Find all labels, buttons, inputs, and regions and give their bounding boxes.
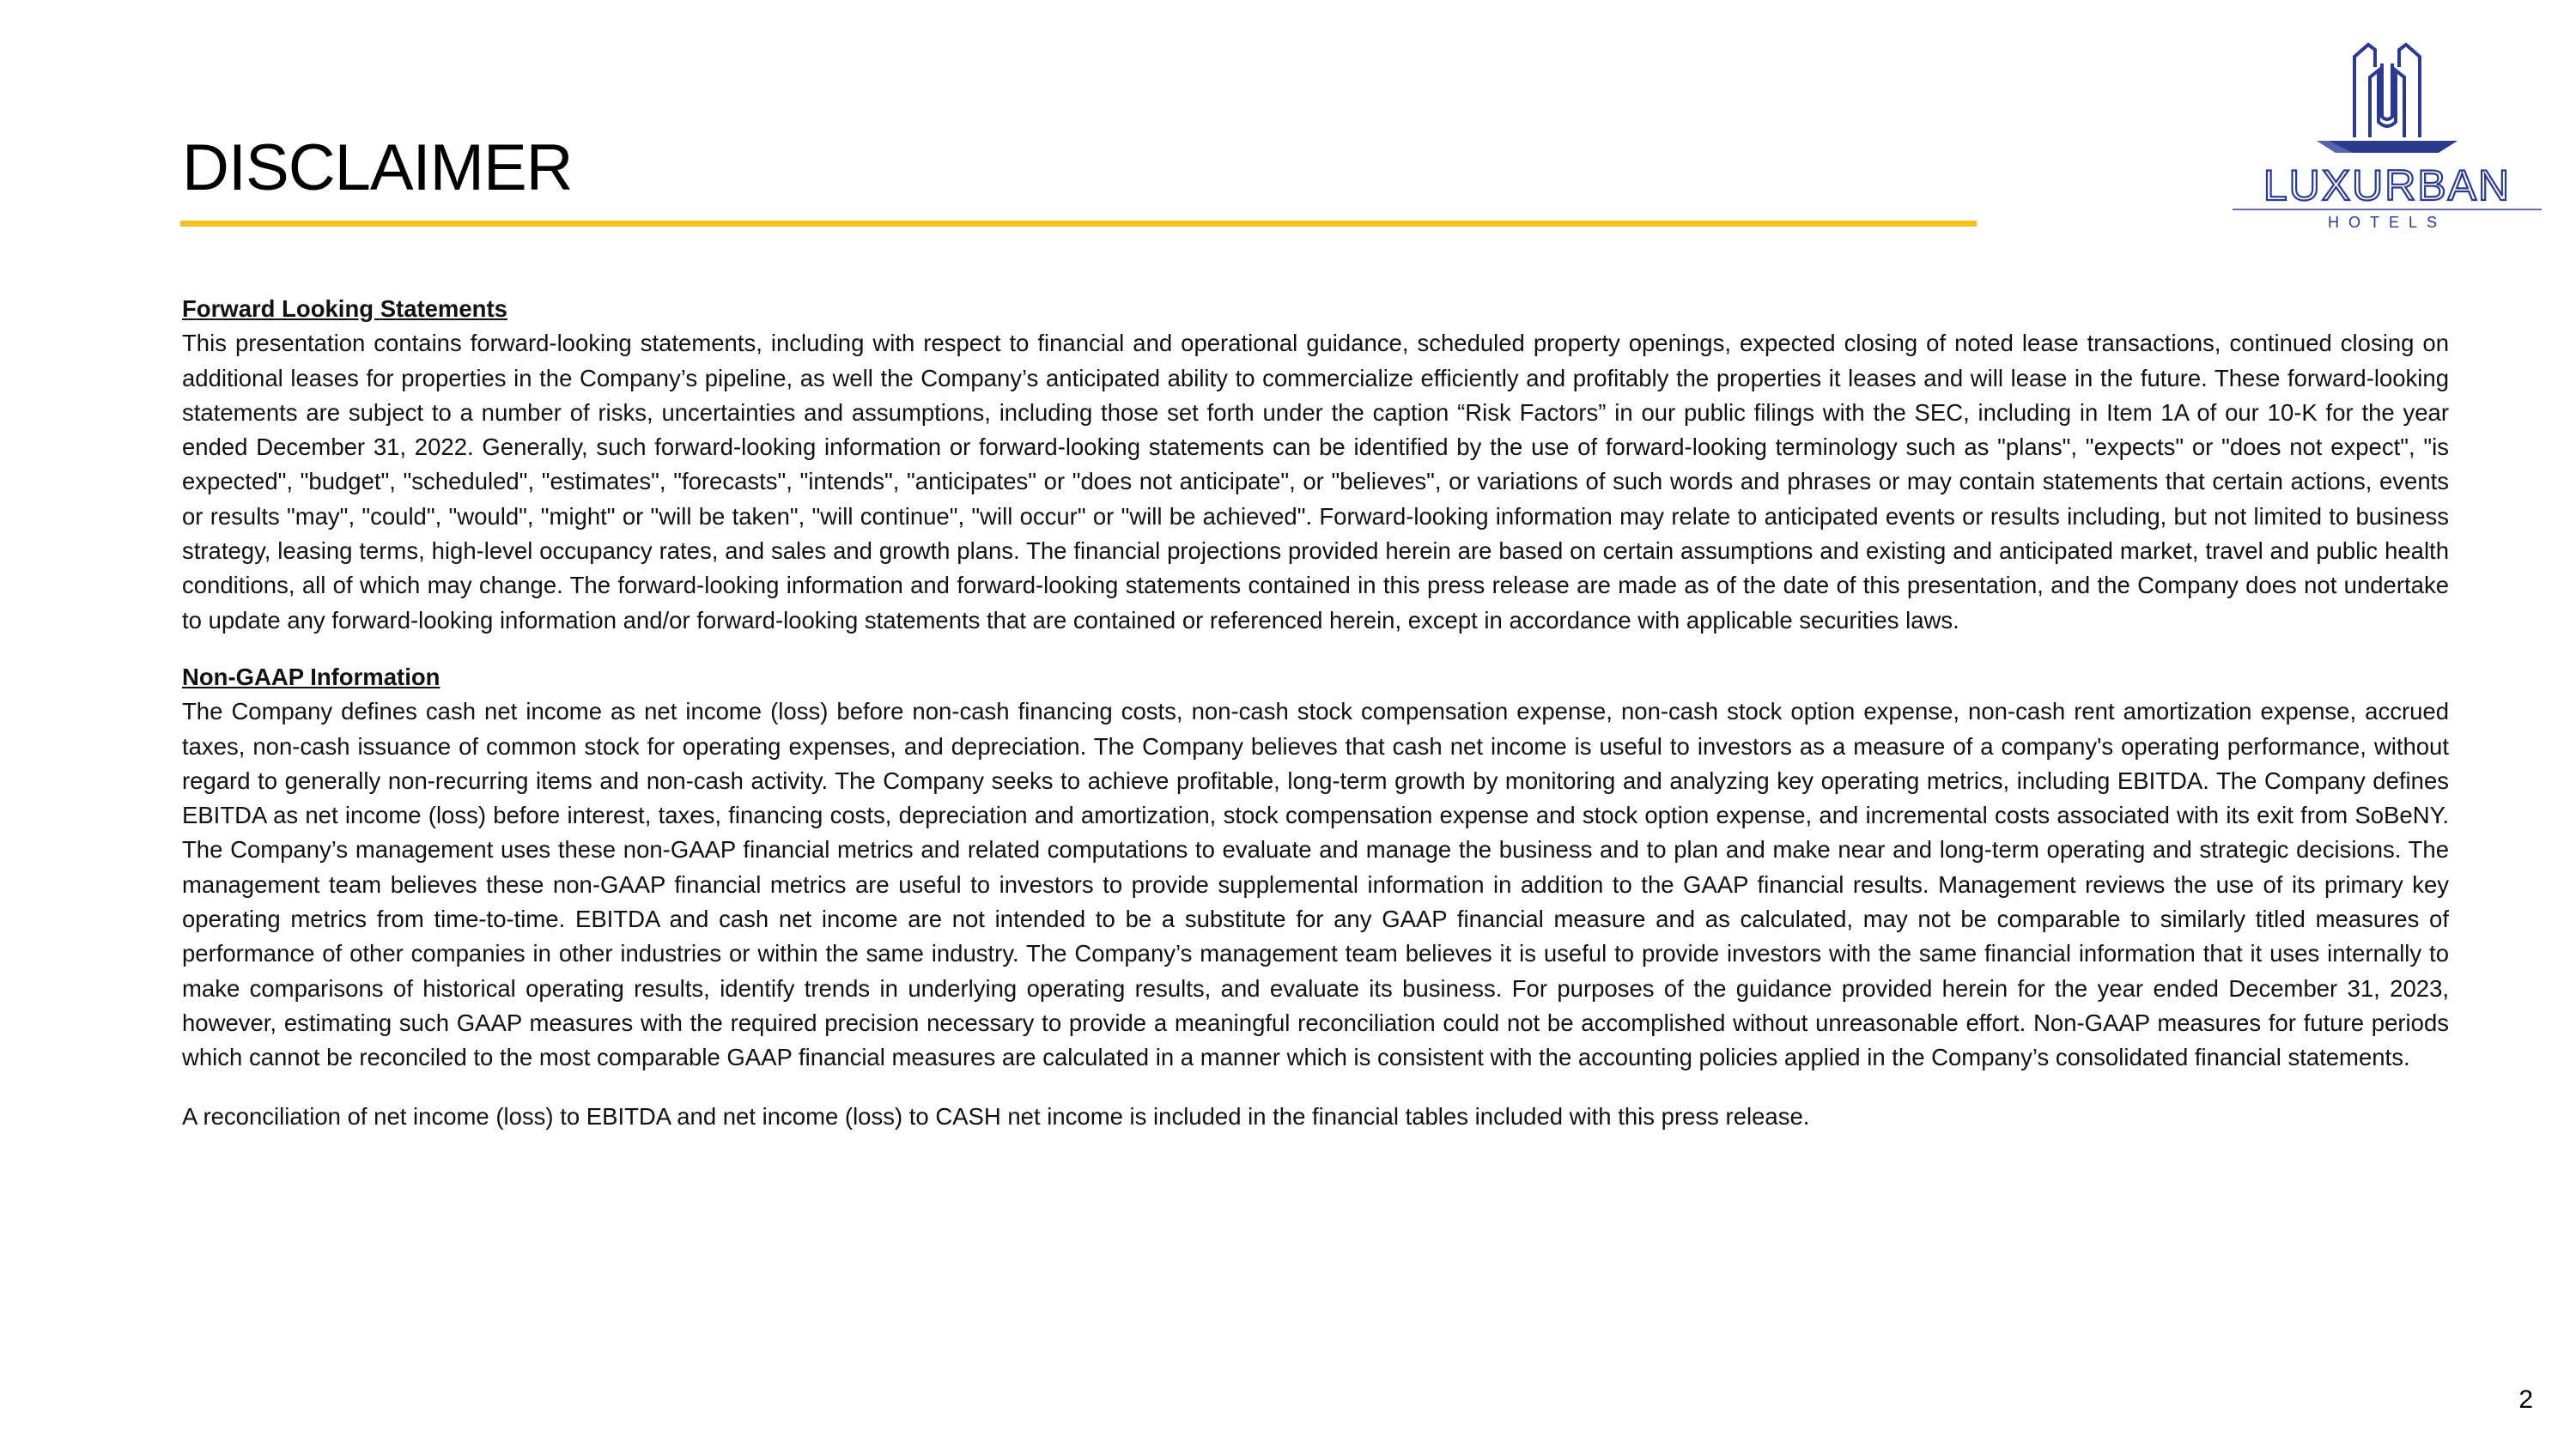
section-body: This presentation contains forward-looking statements, including with respect to financial and operational guidance, scheduled property openings, expected closing of noted lease transactions, continued closing on additional leases for properties in the Company’s pipeline, as well the Company’s anticipated ability to commercialize efficiently and profitably the properties it leases and will lease in the future. These forward-looking statements are subject to a number of risks, uncertainties and assumptions, including those set forth under the caption “Risk Factors” in our public filings with the SEC, including in Item 1A of our 10-K for the year ended December 31, 2022. Generally, such forward-looking information or forward-looking statements can be identified by the use of forward-looking terminology such as "plans", "expects" or "does not expect", "is expected", "budget", "scheduled", "estimates", "forecasts", "intends", "anticipates" or "does not anticipate", or "believes", or variations of such words and phrases or may contain statements that certain actions, events or results "may", "could", "would", "might" or "will be taken", "will continue", "will occur" or "will be achieved". Forward-looking information may relate to anticipated events or results including, but not limited to business strategy, leasing terms, high-level occupancy rates, and sales and growth plans. The financial projections provided herein are based on certain assumptions and existing and anticipated market, travel and public health conditions, all of which may change. The forward-looking information and forward-looking statements contained in this press release are made as of the date of this presentation, and the Company does not undertake to update any forward-looking information and/or forward-looking statements that are contained or referenced herein, except in accordance with applicable securities laws.: [182, 330, 2449, 634]
reconciliation-note: A reconciliation of net income (loss) to EBITDA and net income (loss) to CASH net income is included in the financial tables included with this press release.: [182, 1102, 1810, 1130]
page-number: 2: [2518, 1385, 2533, 1414]
non-gaap-section: [182, 660, 2449, 1076]
title-underline: [180, 221, 1977, 227]
page-title: DISCLAIMER: [182, 131, 573, 204]
luxurban-logo: [2224, 33, 2550, 230]
luxurban-building-icon: [2354, 45, 2420, 137]
forward-looking-section: [182, 292, 2449, 638]
section-heading: Non-GAAP Information: [182, 663, 440, 690]
logo-tagline: HOTELS: [2327, 214, 2447, 230]
disclaimer-content: [182, 292, 2449, 1134]
section-heading: Forward Looking Statements: [182, 295, 507, 322]
section-body: The Company defines cash net income as net income (loss) before non-cash financing costs, non-cash stock compensation expense, non-cash stock option expense, non-cash rent amortization expense, accrued taxes, non-cash issuance of common stock for operating expenses, and depreciation. The Company believes that cash net income is useful to investors as a measure of a company's operating performance, without regard to generally non-recurring items and non-cash activity. The Company seeks to achieve profitable, long-term growth by monitoring and analyzing key operating metrics, including EBITDA. The Company defines EBITDA as net income (loss) before interest, taxes, financing costs, depreciation and amortization, stock compensation expense and stock option expense, and incremental costs associated with its exit from SoBeNY. The Company’s management uses these non-GAAP financial metrics and related computations to evaluate and manage the business and to plan and make near and long-term operating and strategic decisions. The management team believes these non-GAAP financial metrics are useful to investors to provide supplemental information in addition to the GAAP financial results. Management reviews the use of its primary key operating metrics from time-to-time. EBITDA and cash net income are not intended to be a substitute for any GAAP financial measure and as calculated, may not be comparable to similarly titled measures of performance of other companies in other industries or within the same industry. The Company’s management team believes it is useful to provide investors with the same financial information that it uses internally to make comparisons of historical operating results, identify trends in underlying operating results, and evaluate its business. For purposes of the guidance provided herein for the year ended December 31, 2023, however, estimating such GAAP measures with the required precision necessary to provide a meaningful reconciliation could not be accomplished without unreasonable effort. Non-GAAP measures for future periods which cannot be reconciled to the most comparable GAAP financial measures are calculated in a manner which is consistent with the accounting policies applied in the Company’s consolidated financial statements.: [182, 698, 2449, 1071]
logo-wordmark: LUXURBAN: [2263, 161, 2512, 209]
